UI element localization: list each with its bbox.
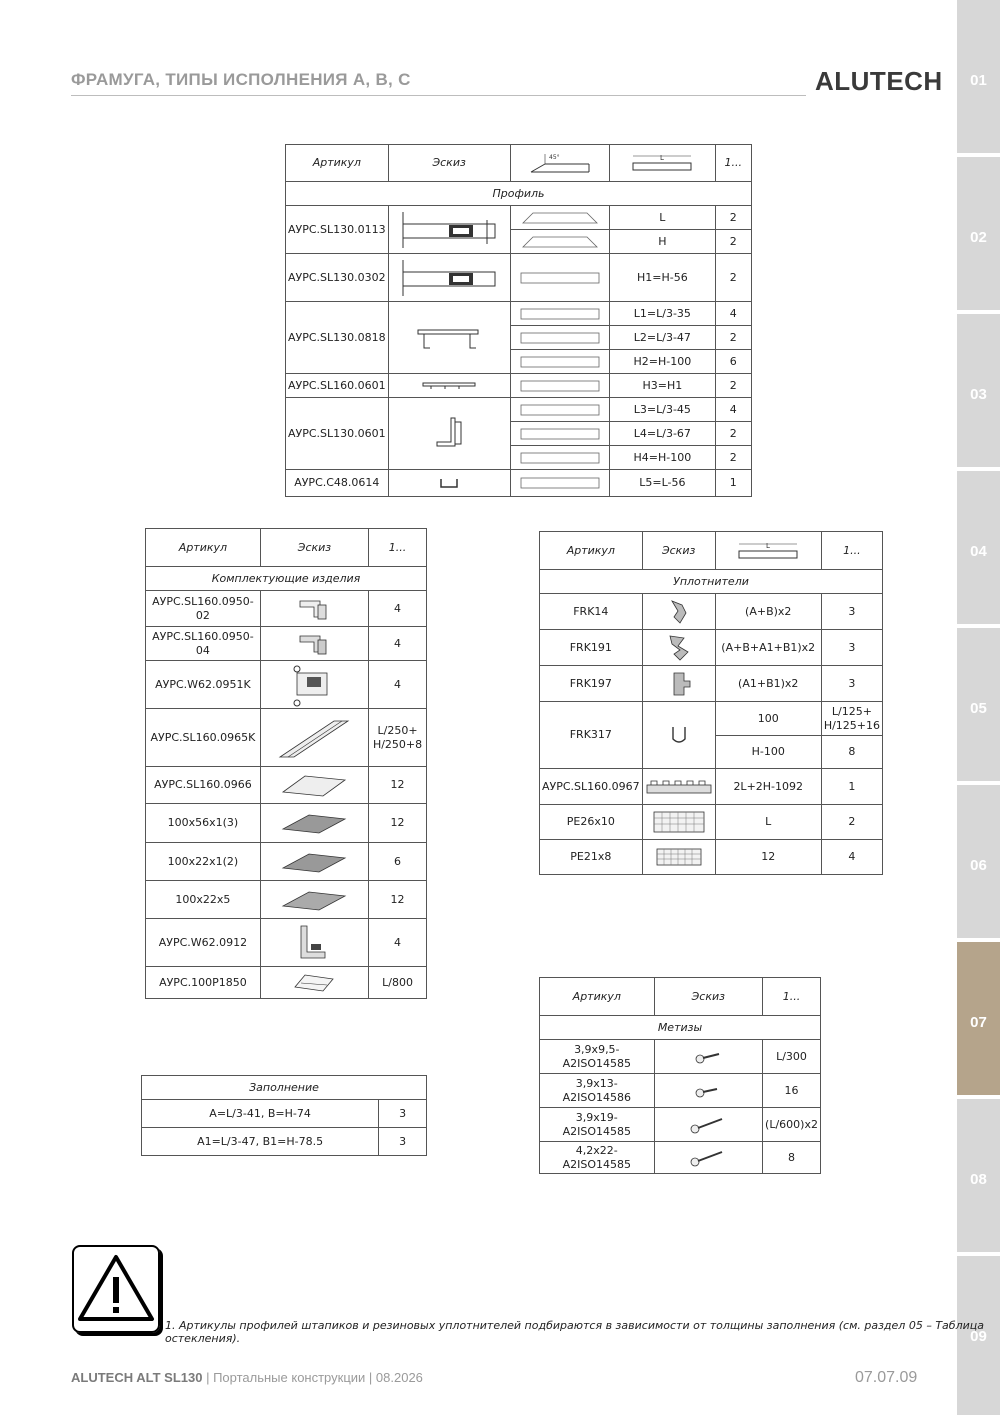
sketch-cell: [642, 769, 715, 805]
cut-sketch: [510, 206, 609, 230]
article-cell: АУРС.100Р1850: [146, 967, 261, 999]
flat-profile-icon: [419, 380, 479, 392]
bracket-icon: [289, 922, 339, 964]
length-cell: 100: [715, 702, 821, 736]
profile-sketch: [388, 302, 510, 374]
pad-icon: [279, 850, 349, 874]
article-cell: 100x22x1(2): [146, 843, 261, 881]
section-tabs: [957, 0, 1000, 1415]
pad-icon: [279, 811, 349, 835]
qty-cell: 8: [762, 1142, 820, 1174]
footer-section: Портальные конструкции: [213, 1370, 366, 1385]
qty-cell: 4: [715, 302, 751, 326]
qty-cell: 3: [379, 1100, 427, 1128]
angle-label: 45°: [548, 154, 560, 161]
sketch-cell: [654, 1040, 762, 1074]
sketch-cell: [260, 843, 368, 881]
qty-cell: 3: [821, 666, 882, 702]
length-label: L: [766, 541, 771, 550]
angle-cut-icon: [525, 150, 595, 176]
tab-07-active[interactable]: [957, 942, 1000, 1095]
u-seal-icon: [667, 723, 691, 747]
qty-cell: 12: [369, 804, 427, 843]
col-qty: 1...: [762, 978, 820, 1016]
cut-sketch: [510, 374, 609, 398]
warning-icon: [74, 1247, 158, 1331]
length-cell: H3=H1: [610, 374, 715, 398]
article-cell: АУРС.W62.0951K: [146, 661, 261, 709]
qty-cell: 2: [715, 206, 751, 230]
sketch-cell: [654, 1074, 762, 1108]
header-divider: [71, 95, 806, 96]
cut-sketch: [510, 350, 609, 374]
filling-table: [141, 1075, 427, 1156]
seals-table: [539, 531, 883, 875]
foam-strip-icon: [655, 847, 703, 867]
col-article: Артикул: [540, 978, 655, 1016]
tab-08[interactable]: [957, 1099, 1000, 1252]
sketch-cell: [260, 804, 368, 843]
footer-info: [71, 1370, 423, 1385]
length-label: L: [660, 154, 665, 162]
qty-cell: 4: [369, 627, 427, 661]
seal-profile-icon: [664, 669, 694, 699]
length-cell: L: [715, 805, 821, 840]
qty-cell: L/800: [369, 967, 427, 999]
sketch-cell: [260, 661, 368, 709]
article-cell: 3,9x13-A2ISO14586: [540, 1074, 655, 1108]
corner-connector-icon: [294, 630, 334, 658]
footer-separator: |: [365, 1370, 376, 1385]
cut-sketch: [510, 254, 609, 302]
tab-label: 03: [970, 386, 987, 403]
profile-sketch: [388, 398, 510, 470]
qty-cell: 4: [821, 840, 882, 875]
sketch-cell: [642, 594, 715, 630]
article-cell: АУРС.SL160.0601: [286, 374, 389, 398]
length-cell: 2L+2H-1092: [715, 769, 821, 805]
article-cell: АУРС.SL160.0966: [146, 767, 261, 804]
tab-label: 09: [970, 1328, 987, 1345]
qty-cell: 3: [821, 594, 882, 630]
sketch-cell: [260, 881, 368, 919]
profile-sketch: [388, 470, 510, 497]
length-header: [610, 145, 715, 182]
footer-product: ALUTECH ALT SL130: [71, 1370, 203, 1385]
col-qty: 1...: [369, 529, 427, 567]
clip-icon: [289, 971, 339, 995]
profile-sketch: [388, 254, 510, 302]
article-cell: АУРС.SL130.0818: [286, 302, 389, 374]
col-sketch: Эскиз: [642, 532, 715, 570]
warning-sign: [72, 1245, 160, 1333]
length-cell: L3=L/3-45: [610, 398, 715, 422]
col-qty: 1...: [821, 532, 882, 570]
page-number: 07.07.09: [855, 1369, 918, 1386]
seal-profile-icon: [664, 597, 694, 627]
article-cell: PE26x10: [540, 805, 643, 840]
tab-05[interactable]: [957, 628, 1000, 781]
sketch-cell: [642, 666, 715, 702]
profile-sketch: [388, 206, 510, 254]
pad-icon: [279, 888, 349, 912]
qty-cell: 4: [715, 398, 751, 422]
screw-icon: [693, 1083, 723, 1099]
sketch-cell: [654, 1108, 762, 1142]
cut-sketch: [510, 422, 609, 446]
brand-logo: ALUTECH: [815, 66, 943, 96]
article-cell: АУРС.SL160.0950-04: [146, 627, 261, 661]
cut-sketch: [510, 470, 609, 497]
qty-cell: 2: [715, 326, 751, 350]
article-cell: 4,2x22-A2ISO14585: [540, 1142, 655, 1174]
article-cell: АУРС.С48.0614: [286, 470, 389, 497]
tab-label: 02: [970, 229, 987, 246]
article-cell: 100x56x1(3): [146, 804, 261, 843]
length-cell: H2=H-100: [610, 350, 715, 374]
article-cell: 100x22x5: [146, 881, 261, 919]
tab-label: 04: [970, 543, 987, 560]
article-cell: АУРС.SL130.0302: [286, 254, 389, 302]
article-cell: FRK317: [540, 702, 643, 769]
article-cell: АУРС.W62.0912: [146, 919, 261, 967]
qty-cell: 4: [369, 591, 427, 627]
qty-cell: 12: [369, 881, 427, 919]
cut-sketch: [510, 326, 609, 350]
tab-label: 05: [970, 700, 987, 717]
tab-06[interactable]: [957, 785, 1000, 938]
sketch-cell: [642, 702, 715, 769]
article-cell: 3,9x9,5-A2ISO14585: [540, 1040, 655, 1074]
col-qty: 1...: [715, 145, 751, 182]
article-cell: FRK14: [540, 594, 643, 630]
cut-sketch: [510, 230, 609, 254]
sketch-cell: [260, 709, 368, 767]
section-title: Заполнение: [142, 1076, 427, 1100]
col-article: Артикул: [286, 145, 389, 182]
sketch-cell: [260, 591, 368, 627]
dims-cell: A1=L/3-47, B1=H-78.5: [142, 1128, 379, 1156]
tab-01[interactable]: [957, 0, 1000, 153]
brush-strip-icon: [645, 777, 713, 797]
qty-cell: 3: [821, 630, 882, 666]
length-cell: 12: [715, 840, 821, 875]
bar-length-icon: [627, 150, 697, 176]
foam-strip-icon: [652, 810, 706, 834]
length-cell: H4=H-100: [610, 446, 715, 470]
qty-cell: L/250+ H/250+8: [369, 709, 427, 767]
sketch-cell: [642, 630, 715, 666]
channel-profile-icon: [437, 476, 461, 490]
qty-cell: 16: [762, 1074, 820, 1108]
length-header: [715, 532, 821, 570]
footnote: 1. Артикулы профилей штапиков и резиновых уплотнителей подбираются в зависимости от толщины заполнения (см. раздел 05 – Таблица остекления).: [165, 1319, 984, 1345]
length-cell: (A1+B1)x2: [715, 666, 821, 702]
length-cell: (A+B)x2: [715, 594, 821, 630]
sketch-cell: [654, 1142, 762, 1174]
article-cell: FRK191: [540, 630, 643, 666]
col-sketch: Эскиз: [654, 978, 762, 1016]
qty-cell: 12: [369, 767, 427, 804]
sketch-cell: [260, 767, 368, 804]
section-title: Комплектующие изделия: [146, 567, 427, 591]
qty-cell: L/300: [762, 1040, 820, 1074]
cut-sketch: [510, 446, 609, 470]
qty-cell: 6: [369, 843, 427, 881]
connector-kit-icon: [289, 663, 339, 707]
qty-cell: 4: [369, 919, 427, 967]
components-table: [145, 528, 427, 999]
length-cell: L2=L/3-47: [610, 326, 715, 350]
tab-label: 01: [970, 72, 987, 89]
dims-cell: A=L/3-41, B=H-74: [142, 1100, 379, 1128]
section-title: Профиль: [286, 182, 752, 206]
tab-label: 08: [970, 1171, 987, 1188]
col-article: Артикул: [146, 529, 261, 567]
sketch-cell: [260, 627, 368, 661]
footer-date: 08.2026: [375, 1370, 423, 1385]
col-sketch: Эскиз: [260, 529, 368, 567]
seal-profile-icon: [664, 632, 694, 664]
qty-cell: 2: [715, 446, 751, 470]
qty-cell: 8: [821, 736, 882, 769]
bar-length-icon: [733, 538, 803, 564]
section-title: Уплотнители: [540, 570, 883, 594]
frame-profile-icon: [399, 258, 499, 298]
qty-cell: 4: [369, 661, 427, 709]
length-cell: L1=L/3-35: [610, 302, 715, 326]
profile-sketch: [388, 374, 510, 398]
article-cell: АУРС.SL160.0967: [540, 769, 643, 805]
article-cell: АУРС.SL130.0601: [286, 398, 389, 470]
sketch-cell: [260, 919, 368, 967]
article-cell: АУРС.SL130.0113: [286, 206, 389, 254]
article-cell: АУРС.SL160.0965K: [146, 709, 261, 767]
bead-profile-icon: [414, 324, 484, 352]
length-cell: L: [610, 206, 715, 230]
sketch-cell: [260, 967, 368, 999]
tab-label: 07: [970, 1014, 987, 1031]
tab-02[interactable]: [957, 157, 1000, 310]
qty-cell: 2: [715, 374, 751, 398]
corner-connector-icon: [294, 595, 334, 623]
article-cell: 3,9x19-A2ISO14585: [540, 1108, 655, 1142]
length-cell: H-100: [715, 736, 821, 769]
col-article: Артикул: [540, 532, 643, 570]
length-cell: (A+B+A1+B1)x2: [715, 630, 821, 666]
qty-cell: 2: [715, 254, 751, 302]
cut-angle-header: [510, 145, 609, 182]
cut-sketch: [510, 302, 609, 326]
cut-sketch: [510, 398, 609, 422]
qty-cell: 6: [715, 350, 751, 374]
article-cell: FRK197: [540, 666, 643, 702]
screw-icon: [688, 1115, 728, 1135]
qty-cell: 1: [821, 769, 882, 805]
profile-table: [285, 144, 752, 497]
article-cell: АУРС.SL160.0950-02: [146, 591, 261, 627]
footer-separator: |: [202, 1370, 214, 1385]
sketch-cell: [642, 840, 715, 875]
qty-cell: 3: [379, 1128, 427, 1156]
page-title: ФРАМУГА, ТИПЫ ИСПОЛНЕНИЯ А, В, С: [71, 70, 411, 89]
fasteners-table: [539, 977, 821, 1174]
screw-icon: [688, 1148, 728, 1168]
length-cell: L4=L/3-67: [610, 422, 715, 446]
angle-profile-icon: [429, 414, 469, 454]
long-profile-icon: [274, 713, 354, 763]
section-title: Метизы: [540, 1016, 821, 1040]
tab-03[interactable]: [957, 314, 1000, 467]
qty-cell: 2: [821, 805, 882, 840]
col-sketch: Эскиз: [388, 145, 510, 182]
qty-cell: (L/600)x2: [762, 1108, 820, 1142]
plate-icon: [279, 772, 349, 798]
frame-profile-icon: [399, 210, 499, 250]
qty-cell: L/125+ H/125+16: [821, 702, 882, 736]
tab-04[interactable]: [957, 471, 1000, 624]
qty-cell: 2: [715, 230, 751, 254]
screw-icon: [693, 1049, 723, 1065]
tab-label: 06: [970, 857, 987, 874]
sketch-cell: [642, 805, 715, 840]
length-cell: H1=H-56: [610, 254, 715, 302]
article-cell: PE21x8: [540, 840, 643, 875]
length-cell: L5=L-56: [610, 470, 715, 497]
length-cell: H: [610, 230, 715, 254]
qty-cell: 2: [715, 422, 751, 446]
qty-cell: 1: [715, 470, 751, 497]
